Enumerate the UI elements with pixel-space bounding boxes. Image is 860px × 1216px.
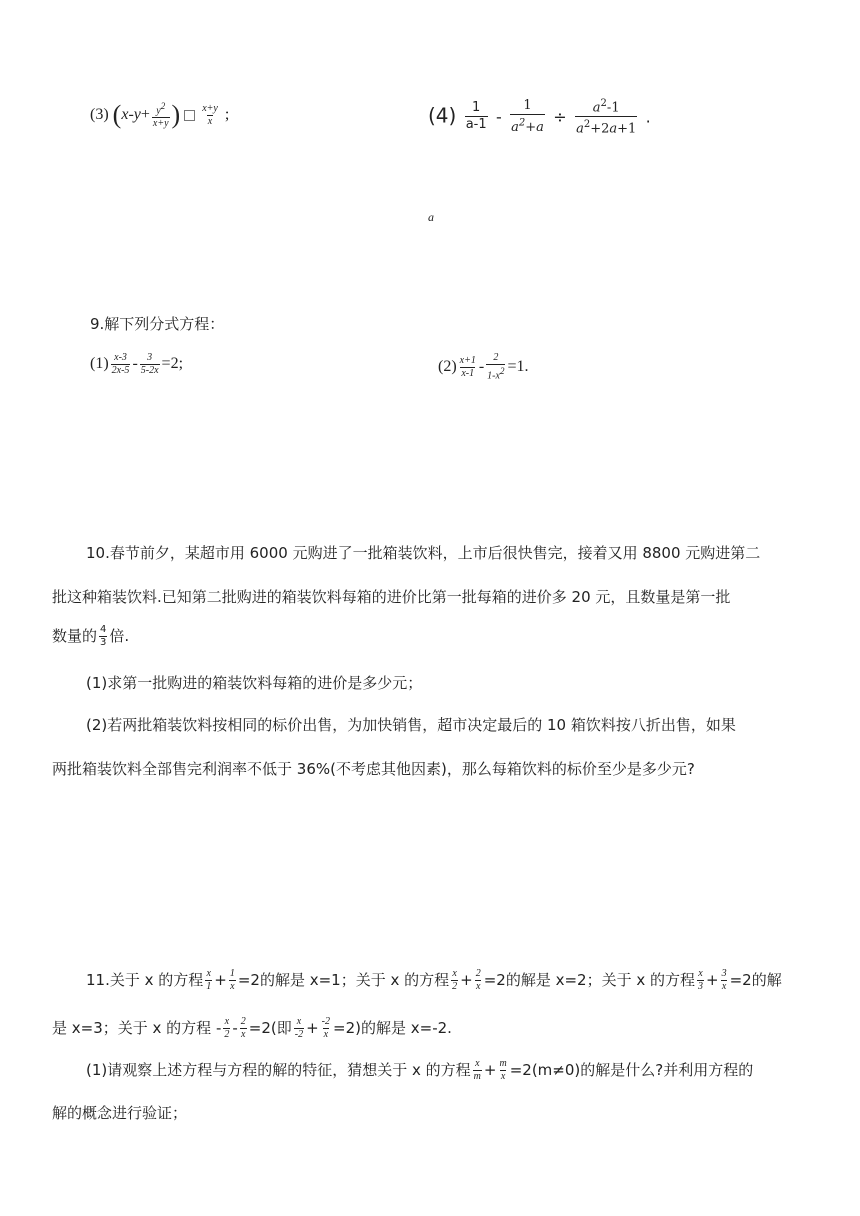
problem-10-sub-1: (1)求第一批购进的箱装饮料每箱的进价是多少元；: [86, 674, 423, 692]
problem-9-title: 9.解下列分式方程：: [90, 315, 225, 333]
left-paren: (: [112, 100, 122, 130]
var-x: x: [121, 105, 129, 123]
problem-11-sub-1-cont: 解的概念进行验证；: [52, 1104, 188, 1122]
minus-sign: -: [478, 357, 485, 375]
minus-sign: -: [128, 105, 134, 123]
text: =2的解是 x=2；关于 x 的方程: [483, 971, 696, 989]
part-label: (4): [428, 103, 457, 128]
plus-sign: +: [140, 105, 150, 123]
part-label: (3): [90, 105, 109, 123]
fraction-3-over-5-2x: $\frac{3}{5-2x}$: [140, 352, 159, 376]
text: =2的解: [729, 971, 782, 989]
period: .: [645, 107, 651, 127]
text: =2的解是 x=1；关于 x 的方程: [237, 971, 450, 989]
problem-10-line-3: [52, 624, 129, 649]
divide-sign: ÷: [553, 107, 567, 127]
stray-variable: a: [428, 210, 434, 224]
text: 数量的: [52, 627, 98, 645]
fraction-x-3-over-2x-5: $\frac{x-3}{2x-5}$: [111, 352, 130, 376]
fraction-1-over-a2-plus-a: $\frac{1}{a^2+a}$: [511, 98, 544, 135]
problem-8-part-3: [90, 100, 229, 130]
problem-10-sub-2: (2)若两批箱装饮料按相同的标价出售，为加快销售，超市决定最后的 10 箱饮料按八折出售，如果: [86, 716, 736, 734]
text: =2)的解是 x=-2.: [333, 1019, 452, 1037]
right-paren: ): [171, 100, 181, 130]
text: =2(m≠0)的解是什么?并利用方程的: [509, 1061, 754, 1079]
semicolon: ;: [224, 105, 230, 123]
text: 11.关于 x 的方程: [86, 971, 204, 989]
var-y: y: [133, 105, 141, 123]
fraction-a2-1-over-a2-2a-1: $\frac{a^2-1}{a^2+2a+1}$: [576, 98, 637, 137]
text: =2(即: [248, 1019, 292, 1037]
text: (1)请观察上述方程与方程的解的特征，猜想关于 x 的方程: [86, 1061, 471, 1079]
problem-11-sub-1: (1)请观察上述方程与方程的解的特征，猜想关于 x 的方程 $\frac{x}{m}$ + $\frac{m}{x}$ =2(m≠0)的解是什么?并利用方程的: [86, 1058, 754, 1082]
rhs: =1.: [507, 357, 529, 375]
rhs: =2;: [161, 355, 184, 373]
minus-sign: -: [496, 107, 502, 127]
problem-11-line-2: 是 x=3；关于 x 的方程 - $\frac{x}{2}$ - $\frac{2}{x}$ =2(即 $\frac{x}{-2}$ + $\frac{-2}{x}$ =2)的解是 x=-2.: [52, 1016, 452, 1040]
fraction-2-over-1-x2: $\frac{2}{1-x^2}$: [487, 352, 505, 382]
problem-10-sub-2-cont: 两批箱装饮料全部售完利润率不低于 36%(不考虑其他因素)，那么每箱饮料的标价至少是多少元?: [52, 760, 695, 778]
text: 倍.: [109, 627, 130, 645]
fraction-1-over-a-1: $\frac{1}{a-1}$: [465, 100, 487, 133]
text: 是 x=3；关于 x 的方程 -: [52, 1019, 222, 1037]
fraction-x+1-over-x-1: $\frac{x+1}{x-1}$: [459, 354, 476, 379]
problem-9-eq-2: [438, 352, 528, 382]
minus-sign: -: [132, 355, 138, 373]
part-label: (1): [90, 355, 109, 373]
fraction-xy-over-x: $\frac{x+y}{x}$: [202, 102, 218, 127]
missing-symbol-box: [184, 110, 195, 121]
problem-10-line-1: 10.春节前夕，某超市用 6000 元购进了一批箱装饮料，上市后很快售完，接着又用 8800 元购进第二: [86, 544, 761, 562]
problem-9-eq-1: [90, 352, 183, 377]
fraction-y2-over-xy: $\frac{y^2}{x+y}$: [152, 101, 169, 130]
part-label: (2): [438, 357, 457, 375]
problem-11-line-1: 11.关于 x 的方程 $\frac{x}{1}$ + $\frac{1}{x}$ =2的解是 x=1；关于 x 的方程 $\frac{x}{2}$ + $\frac{2}{x}$ =2的解是 x=2；关于 x 的方程 $\frac{x}{3}$ + $\frac{3}{x}$ =2的解: [86, 968, 782, 992]
problem-10-line-2: 批这种箱装饮料.已知第二批购进的箱装饮料每箱的进价比第一批每箱的进价多 20 元，且数量是第一批: [52, 588, 731, 606]
fraction-4-over-3: $\frac{4}{3}$: [100, 624, 107, 648]
problem-8-part-4: [428, 96, 651, 138]
